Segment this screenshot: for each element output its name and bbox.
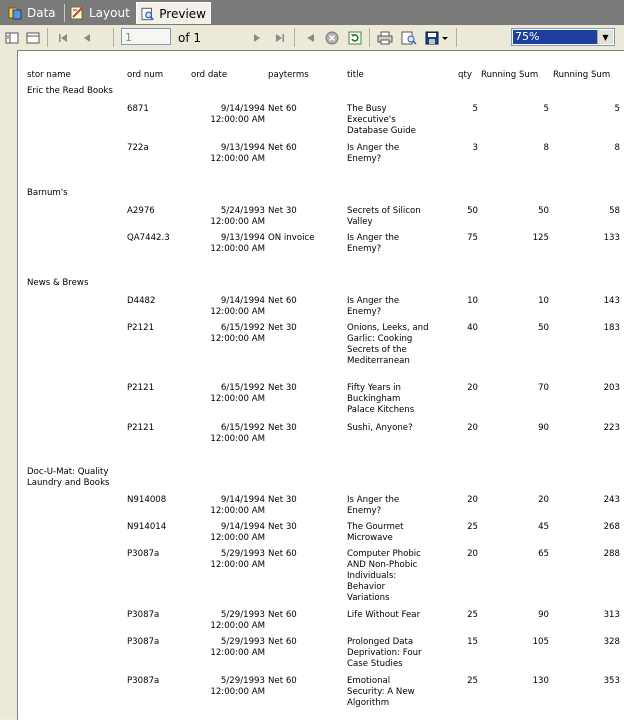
- cell-running-sum-1: 20: [538, 495, 549, 505]
- cell-ord-num: 722a: [127, 143, 149, 153]
- cell-ord-date: [192, 206, 265, 228]
- cell-ord-num: P3087a: [127, 676, 160, 686]
- refresh-icon[interactable]: [347, 29, 363, 46]
- cell-ord-date-day: 9/14/1994: [220, 522, 265, 532]
- cell-qty: 3: [472, 143, 478, 153]
- preview-toolbar: [0, 25, 624, 51]
- cell-running-sum-1: 50: [538, 206, 549, 216]
- chevron-down-icon[interactable]: ▼: [597, 30, 613, 44]
- cell-title: Life Without Fear: [347, 610, 421, 620]
- store-name: News & Brews: [27, 278, 89, 288]
- cell-payterms: Net 30: [268, 383, 297, 393]
- next-page-icon[interactable]: [250, 29, 264, 46]
- cell-payterms: ON invoice: [268, 233, 315, 243]
- zoom-value: 75%: [513, 30, 597, 44]
- cell-ord-date-day: 5/29/1993: [220, 637, 265, 647]
- toolbar-separator: [456, 28, 457, 47]
- header-title: title: [347, 70, 364, 80]
- cell-ord-date-time: 12:00:00 AM: [210, 648, 265, 658]
- data-icon: [8, 6, 22, 20]
- cell-ord-date-time: 12:00:00 AM: [210, 621, 265, 631]
- cell-title: Is Anger the Enemy?: [347, 233, 400, 254]
- back-icon[interactable]: [302, 29, 318, 46]
- zoom-select[interactable]: [511, 28, 615, 46]
- cell-ord-date: [192, 495, 265, 517]
- cell-ord-date-time: 12:00:00 AM: [210, 560, 265, 570]
- cell-qty: 50: [467, 206, 478, 216]
- cell-ord-date-time: 12:00:00 AM: [210, 687, 265, 697]
- cell-ord-date-day: 5/29/1993: [220, 676, 265, 686]
- cell-ord-date: [192, 549, 265, 571]
- cell-running-sum-1: 5: [543, 104, 549, 114]
- cell-running-sum-2: 353: [603, 676, 620, 686]
- cell-title: Onions, Leeks, and Garlic: Cooking Secrets of the Mediterranean: [347, 323, 429, 366]
- cell-payterms: Net 60: [268, 143, 297, 153]
- layout-icon: [70, 6, 84, 20]
- designer-tab-strip: [0, 0, 624, 25]
- tab-preview[interactable]: [136, 2, 211, 24]
- cell-running-sum-2: 313: [603, 610, 620, 620]
- cell-title: Is Anger the Enemy?: [347, 296, 400, 317]
- tab-data-label: Data: [27, 6, 56, 20]
- print-icon[interactable]: [376, 29, 394, 46]
- cell-payterms: Net 60: [268, 637, 297, 647]
- cell-ord-date-day: 9/14/1994: [220, 296, 265, 306]
- cell-ord-date: [192, 522, 265, 544]
- cell-qty: 20: [467, 495, 478, 505]
- cell-title: The Gourmet Microwave: [347, 522, 404, 543]
- cell-running-sum-1: 65: [538, 549, 549, 559]
- toolbar-separator: [369, 28, 370, 47]
- cell-ord-num: P3087a: [127, 610, 160, 620]
- header-qty: qty: [458, 70, 472, 80]
- cell-title: Sushi, Anyone?: [347, 423, 413, 433]
- tab-data[interactable]: [4, 2, 62, 24]
- cell-running-sum-2: 183: [603, 323, 620, 333]
- tab-layout[interactable]: [66, 2, 134, 24]
- cell-ord-num: P2121: [127, 323, 155, 333]
- cell-title: Fifty Years in Buckingham Palace Kitchens: [347, 383, 415, 415]
- cell-title: Computer Phobic AND Non-Phobic Individuals: Behavior Variations: [347, 549, 421, 603]
- cell-ord-date-day: 9/14/1994: [220, 495, 265, 505]
- cell-ord-num: QA7442.3: [127, 233, 170, 243]
- store-name: Eric the Read Books: [27, 86, 113, 96]
- cell-ord-num: P2121: [127, 383, 155, 393]
- cell-payterms: Net 30: [268, 522, 297, 532]
- page-count-label: of 1: [178, 31, 202, 45]
- cell-ord-date: [192, 676, 265, 698]
- toolbar-separator: [294, 28, 295, 47]
- cell-running-sum-2: 203: [603, 383, 620, 393]
- cell-payterms: Net 60: [268, 676, 297, 686]
- cell-running-sum-1: 50: [538, 323, 549, 333]
- cell-running-sum-1: 105: [532, 637, 549, 647]
- cell-payterms: Net 60: [268, 296, 297, 306]
- cell-running-sum-2: 58: [609, 206, 620, 216]
- cell-ord-date-day: 9/14/1994: [220, 104, 265, 114]
- header-payterms: payterms: [268, 70, 309, 80]
- cell-running-sum-2: 143: [603, 296, 620, 306]
- tab-preview-label: Preview: [159, 6, 206, 21]
- cell-ord-num: 6871: [127, 104, 149, 114]
- cell-ord-date-time: 12:00:00 AM: [210, 334, 265, 344]
- cell-title: The Busy Executive's Database Guide: [347, 104, 416, 136]
- cell-running-sum-1: 10: [538, 296, 549, 306]
- cell-ord-date: [192, 143, 265, 165]
- store-name: Barnum's: [27, 188, 68, 198]
- cell-ord-num: D4482: [127, 296, 156, 306]
- report-page[interactable]: [17, 50, 624, 720]
- cell-qty: 15: [467, 637, 478, 647]
- cell-running-sum-1: 8: [543, 143, 549, 153]
- cell-ord-date-time: 12:00:00 AM: [210, 394, 265, 404]
- cell-running-sum-2: 8: [614, 143, 620, 153]
- cell-ord-date: [192, 323, 265, 345]
- cell-running-sum-1: 90: [538, 610, 549, 620]
- cell-ord-date: [192, 423, 265, 445]
- cell-ord-num: P3087a: [127, 549, 160, 559]
- preview-icon: [141, 7, 154, 21]
- current-page-input[interactable]: 1: [121, 28, 171, 45]
- cell-ord-date-time: 12:00:00 AM: [210, 217, 265, 227]
- cell-payterms: Net 30: [268, 323, 297, 333]
- cell-running-sum-1: 45: [538, 522, 549, 532]
- export-icon[interactable]: [424, 29, 450, 46]
- store-name: Doc-U-Mat: Quality Laundry and Books: [27, 467, 110, 488]
- document-map-icon[interactable]: [4, 29, 20, 46]
- cell-ord-date-time: 12:00:00 AM: [210, 533, 265, 543]
- cell-running-sum-1: 70: [538, 383, 549, 393]
- cell-running-sum-2: 328: [603, 637, 620, 647]
- cell-running-sum-1: 90: [538, 423, 549, 433]
- cell-ord-date-day: 6/15/1992: [220, 323, 265, 333]
- cell-running-sum-2: 5: [614, 104, 620, 114]
- cell-running-sum-1: 130: [532, 676, 549, 686]
- cell-ord-date-day: 5/29/1993: [220, 549, 265, 559]
- cell-qty: 20: [467, 549, 478, 559]
- cell-running-sum-2: 268: [603, 522, 620, 532]
- cell-qty: 10: [467, 296, 478, 306]
- cell-running-sum-2: 223: [603, 423, 620, 433]
- cell-title: Is Anger the Enemy?: [347, 143, 400, 164]
- cell-title: Is Anger the Enemy?: [347, 495, 400, 516]
- cell-qty: 40: [467, 323, 478, 333]
- print-layout-icon[interactable]: [400, 29, 418, 46]
- cell-qty: 25: [467, 522, 478, 532]
- cell-ord-date-time: 12:00:00 AM: [210, 115, 265, 125]
- cell-ord-date-day: 6/15/1992: [220, 423, 265, 433]
- header-stor-name: stor name: [27, 70, 71, 80]
- cell-qty: 20: [467, 423, 478, 433]
- cell-ord-num: A2976: [127, 206, 155, 216]
- cell-ord-date: [192, 104, 265, 126]
- toolbar-separator: [47, 28, 48, 47]
- cell-running-sum-2: 243: [603, 495, 620, 505]
- cell-qty: 25: [467, 676, 478, 686]
- cell-qty: 20: [467, 383, 478, 393]
- cell-running-sum-1: 125: [532, 233, 549, 243]
- cell-ord-num: P2121: [127, 423, 155, 433]
- cell-ord-date-day: 9/13/1994: [220, 233, 265, 243]
- cell-qty: 5: [472, 104, 478, 114]
- cell-qty: 25: [467, 610, 478, 620]
- cell-payterms: Net 30: [268, 206, 297, 216]
- cell-ord-date: [192, 233, 265, 255]
- cell-title: Secrets of Silicon Valley: [347, 206, 421, 227]
- cell-ord-date-time: 12:00:00 AM: [210, 434, 265, 444]
- cell-ord-date: [192, 383, 265, 405]
- cell-ord-date: [192, 610, 265, 632]
- report-gutter: [0, 50, 17, 719]
- first-page-icon[interactable]: [56, 29, 70, 46]
- cell-ord-date-day: 5/29/1993: [220, 610, 265, 620]
- cell-running-sum-2: 133: [603, 233, 620, 243]
- cell-ord-date-time: 12:00:00 AM: [210, 307, 265, 317]
- cell-ord-date: [192, 296, 265, 318]
- cell-title: Emotional Security: A New Algorithm: [347, 676, 415, 708]
- cell-ord-date-day: 6/15/1992: [220, 383, 265, 393]
- cell-ord-num: P3087a: [127, 637, 160, 647]
- cell-payterms: Net 60: [268, 104, 297, 114]
- header-running-sum-2: Running Sum: [553, 70, 611, 80]
- toolbar-separator: [113, 28, 114, 47]
- cell-qty: 75: [467, 233, 478, 243]
- cell-payterms: Net 60: [268, 549, 297, 559]
- cell-ord-date-day: 5/24/1993: [220, 206, 265, 216]
- tab-layout-label: Layout: [89, 6, 130, 20]
- cell-running-sum-2: 288: [603, 549, 620, 559]
- header-running-sum-1: Running Sum: [481, 70, 539, 80]
- tab-divider: [64, 4, 65, 22]
- cell-payterms: Net 30: [268, 423, 297, 433]
- cell-ord-date-time: 12:00:00 AM: [210, 506, 265, 516]
- previous-page-icon[interactable]: [80, 29, 94, 46]
- header-ord-date: ord date: [191, 70, 228, 80]
- cell-payterms: Net 30: [268, 495, 297, 505]
- cell-ord-date-day: 9/13/1994: [220, 143, 265, 153]
- cell-title: Prolonged Data Deprivation: Four Case Studies: [347, 637, 422, 669]
- last-page-icon[interactable]: [273, 29, 287, 46]
- cell-payterms: Net 60: [268, 610, 297, 620]
- cell-ord-num: N914008: [127, 495, 167, 505]
- cell-ord-date-time: 12:00:00 AM: [210, 244, 265, 254]
- cell-ord-date: [192, 637, 265, 659]
- parameters-icon[interactable]: [25, 29, 41, 46]
- header-ord-num: ord num: [127, 70, 164, 80]
- stop-icon[interactable]: [324, 29, 340, 46]
- cell-ord-date-time: 12:00:00 AM: [210, 154, 265, 164]
- cell-ord-num: N914014: [127, 522, 167, 532]
